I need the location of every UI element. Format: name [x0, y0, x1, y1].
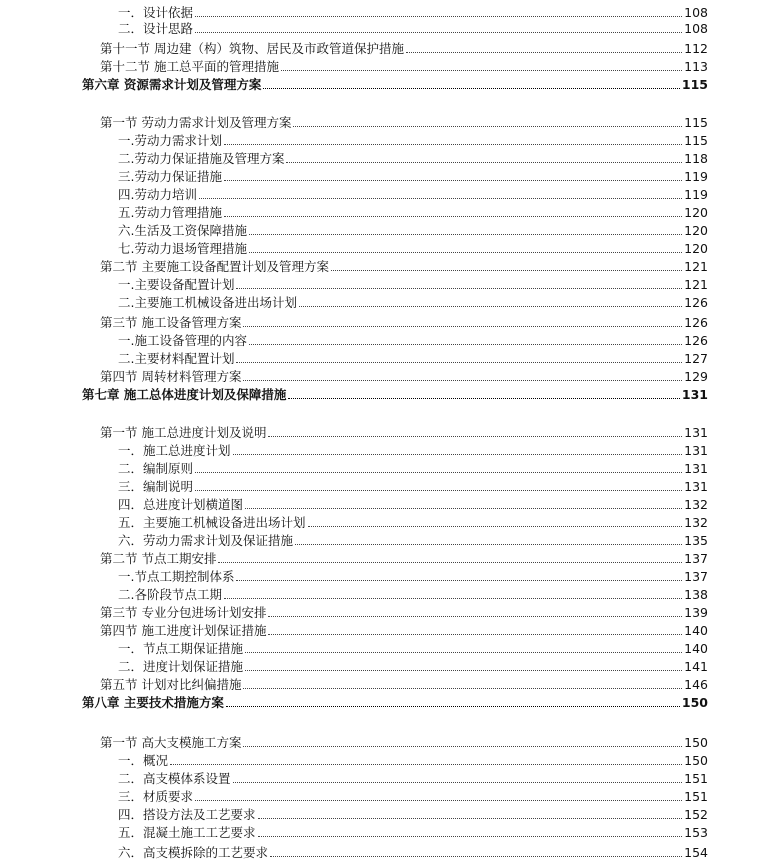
- toc-page-number: 131: [681, 387, 708, 402]
- toc-leader-dots: [299, 306, 682, 307]
- toc-entry-label: 二.主要材料配置计划: [118, 351, 235, 366]
- toc-chapter-entry[interactable]: [82, 694, 708, 710]
- toc-page-number: 146: [684, 677, 708, 692]
- toc-leader-dots: [293, 126, 682, 127]
- toc-subsection-entry[interactable]: [118, 514, 708, 530]
- toc-leader-dots: [224, 216, 682, 217]
- toc-leader-dots: [233, 782, 683, 783]
- toc-page-number: 141: [684, 659, 708, 674]
- toc-entry-label: 一．概况: [118, 753, 169, 768]
- toc-page-number: 113: [684, 59, 708, 74]
- toc-page-number: 126: [684, 333, 708, 348]
- toc-entry-label: 六．劳动力需求计划及保证措施: [118, 533, 294, 548]
- toc-subsection-entry[interactable]: [118, 844, 708, 860]
- toc-page-number: 138: [684, 587, 708, 602]
- toc-leader-dots: [243, 380, 682, 381]
- toc-section-entry[interactable]: [100, 550, 708, 566]
- toc-subsection-entry[interactable]: [118, 568, 708, 584]
- toc-leader-dots: [243, 746, 682, 747]
- toc-entry-label: 第三节 专业分包进场计划安排: [100, 605, 267, 620]
- toc-entry-label: 第一节 劳动力需求计划及管理方案: [100, 115, 292, 130]
- toc-subsection-entry[interactable]: [118, 186, 708, 202]
- toc-page-number: 131: [684, 479, 708, 494]
- toc-subsection-entry[interactable]: [118, 276, 708, 292]
- toc-leader-dots: [406, 52, 682, 53]
- toc-entry-label: 第一节 施工总进度计划及说明: [100, 425, 267, 440]
- toc-page-number: 120: [684, 205, 708, 220]
- toc-chapter-entry[interactable]: [82, 76, 708, 92]
- toc-page-number: 151: [684, 789, 708, 804]
- toc-leader-dots: [258, 818, 683, 819]
- toc-section-entry[interactable]: [100, 314, 708, 330]
- toc-entry-label: 五．混凝土施工工艺要求: [118, 825, 256, 840]
- toc-subsection-entry[interactable]: [118, 496, 708, 512]
- toc-entry-label: 第二节 主要施工设备配置计划及管理方案: [100, 259, 329, 274]
- toc-page-number: 132: [684, 497, 708, 512]
- toc-leader-dots: [226, 706, 680, 707]
- toc-leader-dots: [281, 70, 682, 71]
- toc-subsection-entry[interactable]: [118, 824, 708, 840]
- toc-leader-dots: [268, 436, 682, 437]
- toc-entry-label: 二．进度计划保证措施: [118, 659, 244, 674]
- toc-page-number: 129: [684, 369, 708, 384]
- toc-entry-label: 第七章 施工总体进度计划及保障措施: [82, 387, 287, 402]
- toc-entry-label: 第四节 施工进度计划保证措施: [100, 623, 267, 638]
- toc-page-number: 112: [684, 41, 708, 56]
- toc-section-entry[interactable]: [100, 258, 708, 274]
- toc-section-entry[interactable]: [100, 676, 708, 692]
- toc-section-entry[interactable]: [100, 622, 708, 638]
- toc-entry-label: 第四节 周转材料管理方案: [100, 369, 242, 384]
- toc-entry-label: 二.劳动力保证措施及管理方案: [118, 151, 285, 166]
- toc-page-number: 132: [684, 515, 708, 530]
- toc-subsection-entry[interactable]: [118, 294, 708, 310]
- toc-entry-label: 二.各阶段节点工期: [118, 587, 222, 602]
- toc-page-number: 135: [684, 533, 708, 548]
- toc-entry-label: 四．搭设方法及工艺要求: [118, 807, 256, 822]
- toc-subsection-entry[interactable]: [118, 204, 708, 220]
- toc-page-number: 115: [681, 77, 708, 92]
- toc-entry-label: 五．主要施工机械设备进出场计划: [118, 515, 306, 530]
- toc-leader-dots: [249, 344, 682, 345]
- toc-leader-dots: [195, 16, 682, 17]
- toc-page-number: 119: [684, 187, 708, 202]
- toc-page-number: 127: [684, 351, 708, 366]
- toc-page-number: 131: [684, 443, 708, 458]
- toc-subsection-entry[interactable]: [118, 168, 708, 184]
- toc-leader-dots: [195, 32, 682, 33]
- toc-leader-dots: [258, 836, 683, 837]
- toc-page-number: 153: [684, 825, 708, 840]
- toc-leader-dots: [268, 634, 682, 635]
- toc-entry-label: 二．高支模体系设置: [118, 771, 231, 786]
- toc-entry-label: 三.劳动力保证措施: [118, 169, 222, 184]
- toc-leader-dots: [243, 688, 682, 689]
- toc-leader-dots: [195, 800, 682, 801]
- toc-subsection-entry[interactable]: [118, 752, 708, 768]
- toc-entry-label: 二．设计思路: [118, 21, 194, 36]
- toc-page-number: 131: [684, 461, 708, 476]
- toc-entry-label: 第三节 施工设备管理方案: [100, 315, 242, 330]
- toc-leader-dots: [195, 472, 682, 473]
- toc-leader-dots: [236, 288, 682, 289]
- toc-entry-label: 一.主要设备配置计划: [118, 277, 235, 292]
- toc-subsection-entry[interactable]: [118, 132, 708, 148]
- toc-leader-dots: [286, 162, 682, 163]
- toc-subsection-entry[interactable]: [118, 532, 708, 548]
- toc-page-number: 152: [684, 807, 708, 822]
- toc-entry-label: 一.节点工期控制体系: [118, 569, 235, 584]
- toc-leader-dots: [218, 562, 682, 563]
- toc-leader-dots: [195, 490, 682, 491]
- toc-entry-label: 六．高支模拆除的工艺要求: [118, 845, 269, 860]
- toc-section-entry[interactable]: [100, 114, 708, 130]
- toc-entry-label: 一．施工总进度计划: [118, 443, 231, 458]
- toc-leader-dots: [331, 270, 682, 271]
- toc-page-number: 139: [684, 605, 708, 620]
- toc-leader-dots: [249, 234, 682, 235]
- toc-section-entry[interactable]: [100, 368, 708, 384]
- toc-entry-label: 六.生活及工资保障措施: [118, 223, 247, 238]
- toc-entry-label: 三．材质要求: [118, 789, 194, 804]
- toc-page-number: 126: [684, 295, 708, 310]
- toc-subsection-entry[interactable]: [118, 222, 708, 238]
- toc-section-entry[interactable]: [100, 58, 708, 74]
- toc-page-number: 151: [684, 771, 708, 786]
- toc-leader-dots: [233, 454, 683, 455]
- toc-page-number: 140: [684, 623, 708, 638]
- toc-page-number: 120: [684, 223, 708, 238]
- toc-chapter-entry[interactable]: [82, 386, 708, 402]
- toc-page-number: 108: [684, 21, 708, 36]
- toc-leader-dots: [224, 598, 682, 599]
- toc-subsection-entry[interactable]: [118, 806, 708, 822]
- toc-page-number: 121: [684, 277, 708, 292]
- toc-subsection-entry[interactable]: [118, 332, 708, 348]
- toc-page-number: 150: [684, 753, 708, 768]
- toc-leader-dots: [170, 764, 682, 765]
- toc-entry-label: 第十一节 周边建（构）筑物、居民及市政管道保护措施: [100, 41, 404, 56]
- toc-subsection-entry[interactable]: [118, 478, 708, 494]
- toc-page-number: 118: [684, 151, 708, 166]
- toc-entry-label: 一.施工设备管理的内容: [118, 333, 247, 348]
- toc-entry-label: 一.劳动力需求计划: [118, 133, 222, 148]
- toc-leader-dots: [270, 856, 682, 857]
- toc-page-number: 137: [684, 551, 708, 566]
- toc-entry-label: 一．节点工期保证措施: [118, 641, 244, 656]
- toc-leader-dots: [236, 362, 682, 363]
- toc-entry-label: 五.劳动力管理措施: [118, 205, 222, 220]
- toc-subsection-entry[interactable]: [118, 640, 708, 656]
- toc-page-number: 150: [681, 695, 708, 710]
- toc-entry-label: 第八章 主要技术措施方案: [82, 695, 224, 710]
- toc-leader-dots: [268, 616, 682, 617]
- toc-subsection-entry[interactable]: [118, 788, 708, 804]
- toc-leader-dots: [245, 652, 682, 653]
- toc-leader-dots: [295, 544, 682, 545]
- toc-leader-dots: [263, 88, 680, 89]
- toc-entry-label: 四.劳动力培训: [118, 187, 197, 202]
- toc-entry-label: 第六章 资源需求计划及管理方案: [82, 77, 262, 92]
- toc-entry-label: 二．编制原则: [118, 461, 194, 476]
- toc-entry-label: 一．设计依据: [118, 5, 194, 20]
- toc-page-number: 131: [684, 425, 708, 440]
- toc-section-entry[interactable]: [100, 604, 708, 620]
- toc-subsection-entry[interactable]: [118, 658, 708, 674]
- toc-subsection-entry[interactable]: [118, 586, 708, 602]
- toc-page-number: 150: [684, 735, 708, 750]
- toc-subsection-entry[interactable]: [118, 770, 708, 786]
- toc-entry-label: 四．总进度计划横道图: [118, 497, 244, 512]
- toc-page-number: 137: [684, 569, 708, 584]
- toc-page-number: 140: [684, 641, 708, 656]
- toc-entry-label: 二.主要施工机械设备进出场计划: [118, 295, 297, 310]
- toc-subsection-entry[interactable]: [118, 350, 708, 366]
- toc-entry-label: 第五节 计划对比纠偏措施: [100, 677, 242, 692]
- toc-page-number: 119: [684, 169, 708, 184]
- toc-section-entry[interactable]: [100, 734, 708, 750]
- toc-subsection-entry[interactable]: [118, 240, 708, 256]
- toc-page-number: 115: [684, 115, 708, 130]
- toc-leader-dots: [199, 198, 682, 199]
- toc-subsection-entry[interactable]: [118, 4, 708, 20]
- toc-leader-dots: [288, 398, 680, 399]
- toc-leader-dots: [245, 508, 682, 509]
- toc-page-number: 115: [684, 133, 708, 148]
- toc-entry-label: 第十二节 施工总平面的管理措施: [100, 59, 279, 74]
- toc-entry-label: 第二节 节点工期安排: [100, 551, 217, 566]
- toc-page-number: 121: [684, 259, 708, 274]
- toc-subsection-entry[interactable]: [118, 442, 708, 458]
- toc-page-number: 126: [684, 315, 708, 330]
- toc-leader-dots: [308, 526, 683, 527]
- toc-section-entry[interactable]: [100, 40, 708, 56]
- toc-section-entry[interactable]: [100, 424, 708, 440]
- toc-leader-dots: [245, 670, 682, 671]
- toc-entry-label: 三．编制说明: [118, 479, 194, 494]
- toc-page-number: 120: [684, 241, 708, 256]
- toc-entry-label: 七.劳动力退场管理措施: [118, 241, 247, 256]
- toc-leader-dots: [224, 144, 682, 145]
- toc-page-number: 108: [684, 5, 708, 20]
- toc-subsection-entry[interactable]: [118, 20, 708, 36]
- toc-leader-dots: [224, 180, 682, 181]
- toc-leader-dots: [236, 580, 682, 581]
- toc-subsection-entry[interactable]: [118, 150, 708, 166]
- toc-leader-dots: [243, 326, 682, 327]
- toc-entry-label: 第一节 高大支模施工方案: [100, 735, 242, 750]
- toc-leader-dots: [249, 252, 682, 253]
- toc-subsection-entry[interactable]: [118, 460, 708, 476]
- toc-page-number: 154: [684, 845, 708, 860]
